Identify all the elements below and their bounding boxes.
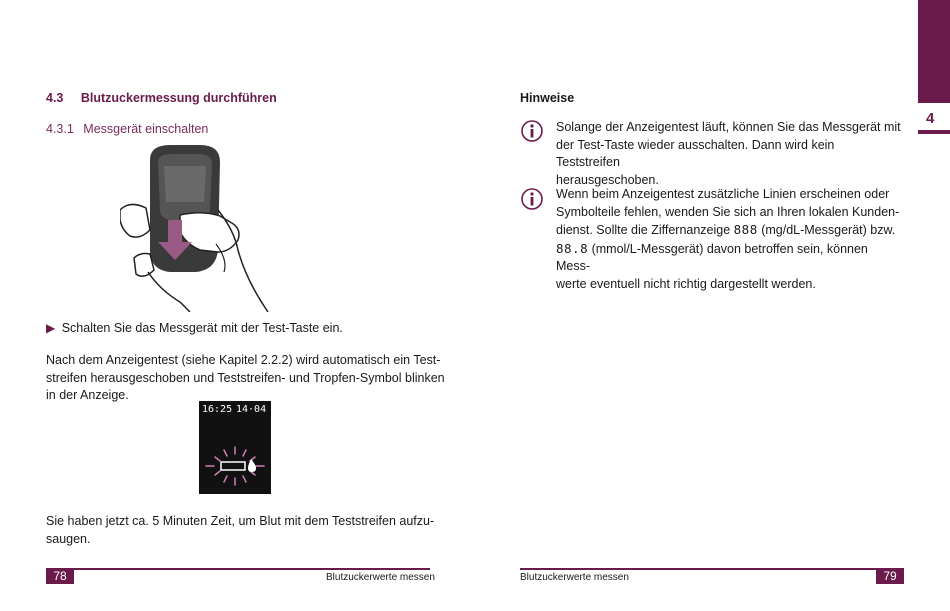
triangle-bullet-icon: ▶ [46, 321, 56, 335]
note-line: werte eventuell nicht richtig dargestellt werden. [556, 276, 816, 291]
instruction-step [46, 320, 343, 338]
paragraph-display-test [46, 352, 446, 405]
subsection-title: Messgerät einschalten [83, 122, 209, 136]
note-text: (mmol/L-Messgerät) davon betroffen sein, können Mess- [556, 241, 868, 274]
note-line: der Test-Taste wieder ausschalten. Dann wird kein Teststreifen [556, 137, 835, 170]
instruction-text: Schalten Sie das Messgerät mit der Test-Taste ein. [61, 321, 343, 335]
paragraph-line: in der Anzeige. [46, 388, 129, 403]
section-heading [46, 90, 277, 108]
paragraph-line: Nach dem Anzeigentest (siehe Kapitel 2.2.2) wird automatisch ein Test- [46, 353, 441, 367]
info-icon [521, 120, 543, 142]
chapter-tab-number: 4 [926, 110, 935, 127]
note-line [556, 240, 901, 276]
subsection-number: 4.3.1 [46, 122, 74, 136]
display-time: 16:25 [202, 404, 233, 415]
notes-heading: Hinweise [520, 91, 575, 105]
note-line: Wenn beim Anzeigentest zusätzliche Linien erscheinen oder [556, 187, 890, 201]
display-date: 14·04 [236, 404, 267, 415]
note-line: Symbolteile fehlen, wenden Sie sich an Ihren lokalen Kunden- [556, 204, 900, 219]
footer-title-left: Blutzuckerwerte messen [326, 572, 435, 583]
paragraph-line: streifen herausgeschoben und Teststreifen- und Tropfen-Symbol blinken [46, 370, 445, 385]
segment-display-888-decimal: 88.8 [556, 240, 589, 256]
note-display-test [556, 119, 901, 189]
footer-title-right: Blutzuckerwerte messen [520, 572, 629, 583]
note-line: Solange der Anzeigentest läuft, können Sie das Messgerät mit [556, 120, 901, 134]
paragraph-line: saugen. [46, 531, 91, 546]
paragraph-time-limit [46, 513, 446, 548]
page-number-right: 79 [876, 569, 904, 584]
chapter-tab-bar [918, 0, 950, 103]
note-text: dienst. Sollte die Ziffernanzeige [556, 223, 734, 238]
section-title: Blutzuckermessung durchführen [80, 91, 277, 105]
page-number-left: 78 [46, 569, 74, 584]
footer-rule-right [520, 568, 904, 570]
footer-rule-left [46, 568, 430, 570]
note-text: (mg/dL-Messgerät) bzw. [757, 223, 896, 238]
paragraph-line: Sie haben jetzt ca. 5 Minuten Zeit, um Blut mit dem Teststreifen aufzu- [46, 514, 435, 528]
note-line: herausgeschoben. [556, 172, 659, 187]
info-icon [521, 188, 543, 210]
test-strip-drop-icon [203, 445, 267, 489]
note-missing-segments [556, 186, 901, 294]
meter-display [199, 401, 271, 494]
section-number: 4.3 [46, 91, 64, 105]
note-line [556, 221, 901, 240]
segment-display-888: 888 [733, 222, 758, 238]
chapter-tab-underline [918, 130, 950, 134]
meter-hand-illustration [120, 140, 275, 312]
subsection-heading [46, 121, 208, 139]
